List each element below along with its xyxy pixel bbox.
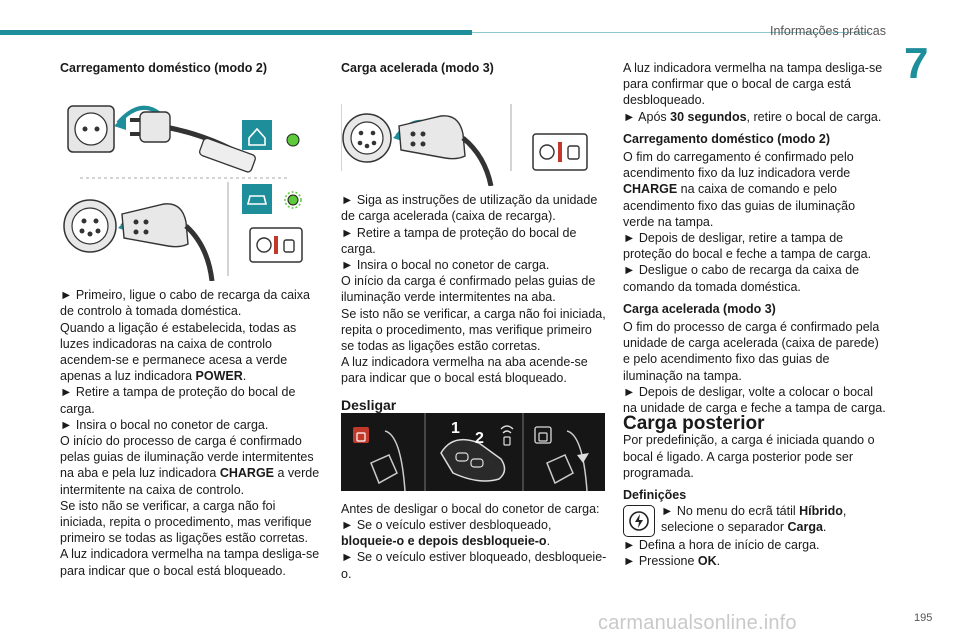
plug-icon bbox=[130, 112, 256, 173]
text-line: Por predefinição, a carga é iniciada quando o bocal é ligado. A carga posterior pode ser programada. bbox=[623, 433, 875, 480]
lock-panel-icon bbox=[533, 134, 587, 170]
heading-fast-charging: Carga acelerada (modo 3) bbox=[341, 61, 494, 75]
text-line: ► Depois de desligar, volte a colocar o bocal na unidade de carga e feche a tampa de carga. bbox=[623, 384, 886, 416]
text-line: A luz indicadora vermelha na tampa desliga-se para confirmar que o bocal de carga está desbloqueado. bbox=[623, 61, 883, 108]
plug-charge-icon bbox=[623, 505, 655, 537]
heading-domestic-charging: Carregamento doméstico (modo 2) bbox=[60, 61, 267, 75]
text-line: Se isto não se verificar, a carga não foi iniciada, repita o procedimento, mas verifique primeiro se todas as ligações estão corretas. bbox=[60, 498, 312, 546]
text-line: Quando a ligação é estabelecida, todas as luzes indicadoras na caixa de controlo acendem-se e permanece acesa a verde apenas a luz indicadora POWER. bbox=[60, 320, 297, 384]
text-line: O fim do carregamento é confirmado pelo acendimento fixo da luz indicadora verde CHARGE na caixa de comando e pelo acendimento fixo das guias de iluminação verde na tampa. bbox=[623, 150, 856, 229]
heading-fast-end: Carga acelerada (modo 3) bbox=[623, 301, 776, 316]
charging-inlet-icon bbox=[343, 114, 391, 162]
text-line: O início do processo de carga é confirmado pelas guias de iluminação verde intermitentes na aba e pela luz indicadora CHARGE a verde intermitente na caixa de controlo. bbox=[60, 434, 320, 497]
car-icon bbox=[242, 184, 272, 214]
column-1 bbox=[60, 60, 324, 579]
text-line: ► Desligue o cabo de recarga da caixa de comando da tomada doméstica. bbox=[623, 263, 860, 294]
charging-connector-icon bbox=[122, 204, 212, 281]
text-line: O início da carga é confirmado pelas guias de iluminação verde intermitentes na aba. bbox=[341, 274, 596, 305]
text-line: ► Defina a hora de início de carga. bbox=[623, 538, 820, 553]
text-line: ► Retire a tampa de proteção do bocal de carga. bbox=[60, 385, 296, 416]
illustration-disconnect bbox=[341, 413, 605, 491]
text-line: A luz indicadora vermelha na tampa desliga-se para indicar que o bocal está bloqueado. bbox=[60, 547, 320, 578]
header-rule bbox=[0, 30, 472, 35]
page-number: 195 bbox=[914, 612, 933, 624]
section-title: Informações práticas bbox=[769, 24, 886, 38]
heading-domestic-end: Carregamento doméstico (modo 2) bbox=[623, 131, 830, 146]
charging-inlet-icon bbox=[64, 200, 116, 252]
text-line: Antes de desligar o bocal do conetor de carga: bbox=[341, 501, 600, 516]
green-blink-icon bbox=[288, 195, 298, 205]
text-line: A luz indicadora vermelha na aba acende-se para indicar que o bocal está bloqueado. bbox=[341, 355, 588, 386]
column-3 bbox=[623, 60, 889, 570]
column-2 bbox=[341, 60, 607, 582]
text-line: ► Se o veículo estiver desbloqueado, bloqueie-o e depois desbloqueie-o. bbox=[341, 518, 552, 549]
text-line: ► Após 30 segundos, retire o bocal de carga. bbox=[623, 109, 882, 124]
text-line: ► Pressione OK. bbox=[623, 554, 721, 569]
text-line: ► Se o veículo estiver bloqueado, desbloqueie-o. bbox=[341, 550, 607, 581]
text-line: ► Insira o bocal no conetor de carga. bbox=[60, 417, 269, 432]
text-line: ► Primeiro, ligue o cabo de recarga da caixa de controlo à tomada doméstica. bbox=[60, 288, 310, 319]
settings-step bbox=[623, 503, 889, 537]
key-label-1: 1 bbox=[451, 419, 460, 437]
chapter-number: 7 bbox=[904, 39, 929, 88]
text-line: O fim do processo de carga é confirmado pela unidade de carga acelerada (caixa de parede) e pelo acendimento fixo das guias de iluminação na tampa. bbox=[623, 320, 880, 383]
key-label-2: 2 bbox=[475, 429, 484, 447]
illustration-fast-charging bbox=[341, 76, 607, 186]
text-line: ► Retire a tampa de proteção do bocal de carga. bbox=[341, 225, 577, 256]
heading-disconnect: Desligar bbox=[341, 396, 397, 413]
text-line: ► Siga as instruções de utilização da unidade de carga acelerada (caixa de recarga). bbox=[341, 193, 598, 224]
wall-socket-icon bbox=[68, 106, 114, 152]
charging-connector-icon bbox=[399, 116, 491, 186]
watermark: carmanualsonline.info bbox=[598, 612, 797, 634]
text-line: ► Depois de desligar, retire a tampa de proteção do bocal e feche a tampa de carga. bbox=[623, 231, 872, 262]
text-line: ► No menu do ecrã tátil Híbrido, selecione o separador Carga. bbox=[661, 504, 847, 535]
heading-settings: Definições bbox=[623, 488, 687, 503]
lock-panel-icon bbox=[250, 228, 302, 262]
text-line: Se isto não se verificar, a carga não foi iniciada, repita o procedimento, mas verifique primeiro se todas as ligações estão corretas. bbox=[341, 306, 606, 354]
green-light-icon bbox=[287, 134, 299, 146]
illustration-domestic-charging bbox=[60, 76, 324, 281]
heading-deferred-charging: Carga posterior bbox=[623, 413, 765, 435]
text-line: ► Insira o bocal no conetor de carga. bbox=[341, 258, 550, 273]
